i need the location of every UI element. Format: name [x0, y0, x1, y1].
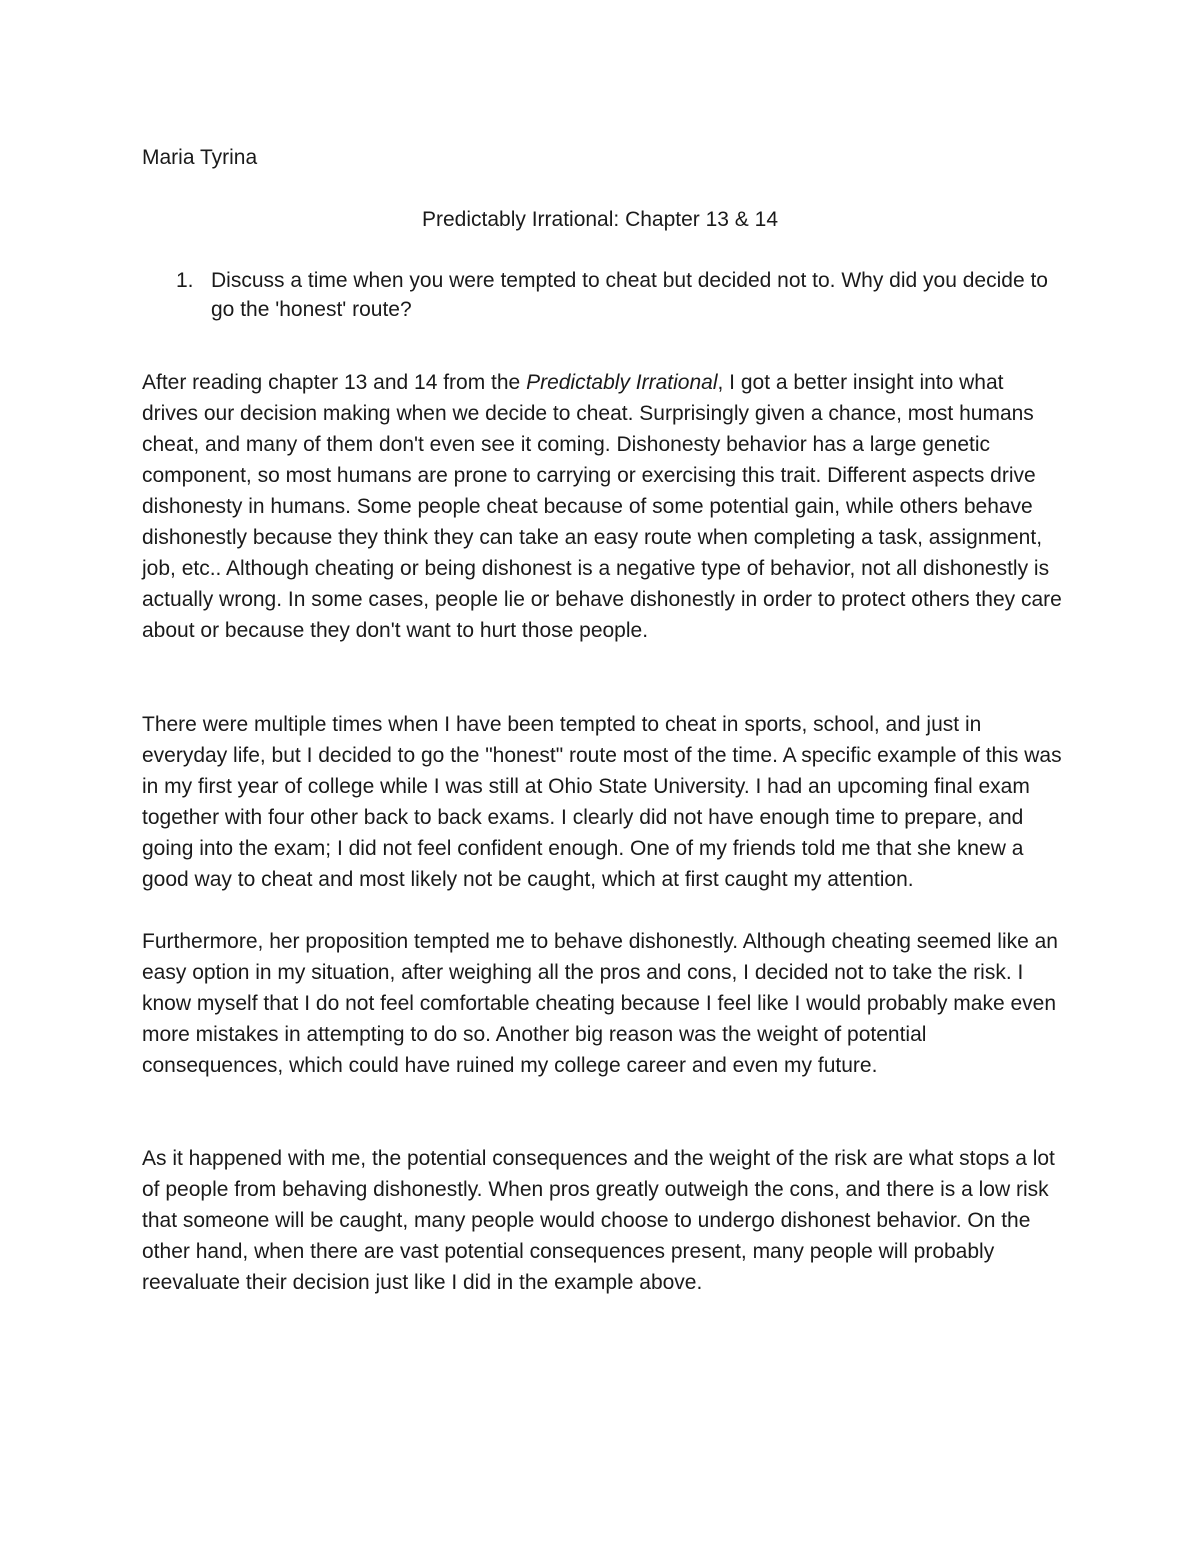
question-item	[176, 267, 1056, 324]
paragraph-2: There were multiple times when I have been tempted to cheat in sports, school, and just in everyday life, but I decided to go the "honest" route most of the time. A specific example of this was in my first year of college while I was still at Ohio State University. I had an upcoming final exam together with four other back to back exams. I clearly did not have enough time to prepare, and going into the exam; I did not feel confident enough. One of my friends told me that she knew a good way to cheat and most likely not be caught, which at first caught my attention.	[142, 713, 1062, 891]
paragraph-4: As it happened with me, the potential consequences and the weight of the risk are what stops a lot of people from behaving dishonestly. When pros greatly outweigh the cons, and there is a low risk that someone will be caught, many people would choose to undergo dishonest behavior. On the other hand, when there are vast potential consequences present, many people will probably reevaluate their decision just like I did in the example above.	[142, 1147, 1055, 1294]
paragraph-3: Furthermore, her proposition tempted me to behave dishonestly. Although cheating seemed like an easy option in my situation, after weighing all the pros and cons, I decided not to take the risk. I know myself that I do not feel comfortable cheating because I feel like I would probably make even more mistakes in attempting to do so. Another big reason was the weight of potential consequences, which could have ruined my college career and even my future.	[142, 930, 1058, 1077]
paragraph-1-intro: After reading chapter 13 and 14 from the	[142, 371, 527, 394]
book-title-italic: Predictably Irrational	[526, 371, 718, 394]
question-text: Discuss a time when you were tempted to cheat but decided not to. Why did you decide to go the 'honest' route?	[211, 269, 1048, 321]
author-name: Maria Tyrina	[142, 146, 258, 169]
document-title: Predictably Irrational: Chapter 13 & 14	[421, 208, 779, 231]
question-number: 1.	[176, 269, 194, 292]
paragraph-1-rest: , I got a better insight into what drives our decision making when we decide to cheat. Surprisingly given a chance, most humans cheat, and many of them don't even see it coming. Dishonesty behavior has a large genetic component, so most humans are prone to carrying or exercising this trait. Different aspects drive dishonesty in humans. Some people cheat because of some potential gain, while others behave dishonestly because they think they can take an easy route when completing a task, assignment, job, etc.. Although cheating or being dishonest is a negative type of behavior, not all dishonestly is actually wrong. In some cases, people lie or behave dishonestly in order to protect others they care about or because they don't want to hurt those people.	[142, 371, 1062, 642]
paragraph-1	[142, 367, 1062, 646]
